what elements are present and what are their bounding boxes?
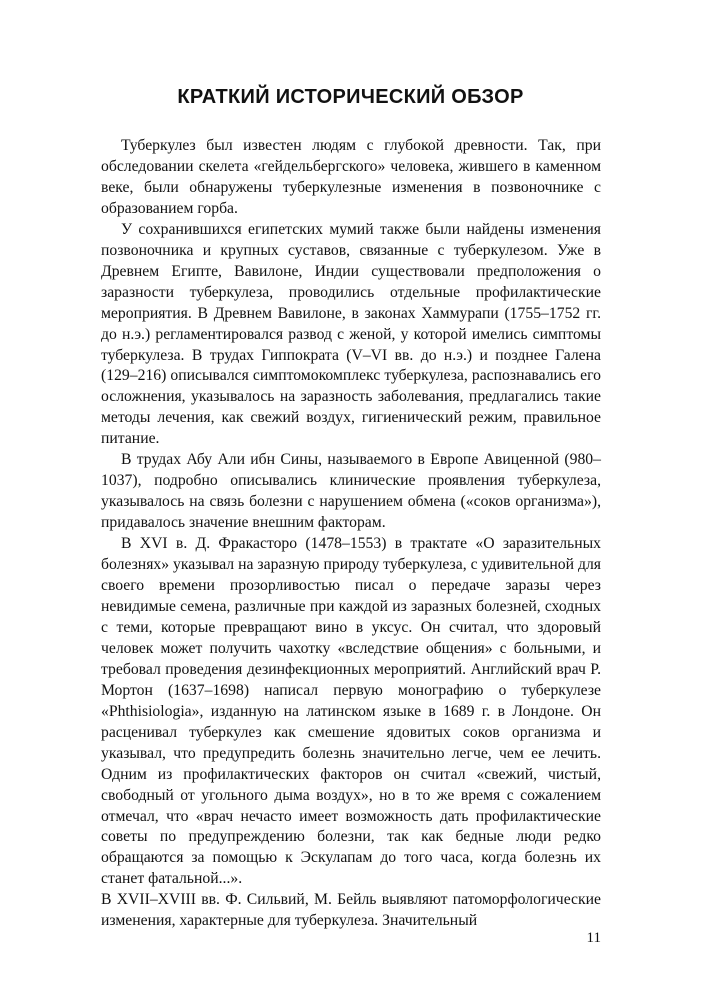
- paragraph: В XVI в. Д. Фракасторо (1478–1553) в трактате «О заразительных болезнях» указывал на заразную природу туберкулеза, с удивительной для своего времени прозорливостью писал о передаче заразы через невидимые семена, различные при каждой из заразных болезней, сходных с теми, которые превращают вино в уксус. Он считал, что здоровый человек может получить чахотку «вследствие общения» с больными, и требовал проведения дезинфекционных мероприятий. Английский врач Р. Мортон (1637–1698) написал первую монографию о туберкулезе «Phthisiologia», изданную на латинском языке в 1689 г. в Лондоне. Он расценивал туберкулез как смешение ядовитых соков организма и указывал, что предупредить болезнь значительно легче, чем ее лечить. Одним из профилактических факторов он считал «свежий, чистый, свободный от угольного дыма воздух», но в то же время с сожалением отмечал, что «врач нечасто имеет возможность дать профилактические советы по предупреждению болезни, так как бедные люди редко обращаются за помощью к Эскулапам до того часа, когда болезнь их станет фатальной...».: [101, 535, 601, 888]
- page-title: КРАТКИЙ ИСТОРИЧЕСКИЙ ОБЗОР: [177, 86, 524, 108]
- paragraph: У сохранившихся египетских мумий также были найдены изменения позвоночника и крупных суставов, связанные с туберкулезом. Уже в Древнем Египте, Вавилоне, Индии существовали предположения о заразности туберкулеза, проводились отдельные профилактические мероприятия. В Древнем Вавилоне, в законах Хаммурапи (1755–1752 гг. до н.э.) регламентировался развод с женой, у которой имелись симптомы туберкулеза. В трудах Гиппократа (V–VI вв. до н.э.) и позднее Галена (129–216) описывался симптомокомплекс туберкулеза, распознавались его осложнения, указывалось на заразность заболевания, предлагались такие методы лечения, как свежий воздух, гигиенический режим, правильное питание.: [101, 220, 601, 448]
- paragraph: Туберкулез был известен людям с глубокой древности. Так, при обследовании скелета «гейдельбергского» человека, жившего в каменном веке, были обнаружены туберкулезные изменения в позвоночнике с образованием горба.: [101, 137, 601, 217]
- page-number: 11: [586, 930, 601, 946]
- paragraph: В трудах Абу Али ибн Сины, называемого в Европе Авиценной (980–1037), подробно описывались клинические проявления туберкулеза, указывалось на связь болезни с нарушением обмена («соков организма»), придавалось значение внешним факторам.: [101, 451, 601, 532]
- body-text: [101, 136, 601, 932]
- paragraph: В XVII–XVIII вв. Ф. Сильвий, М. Бейль выявляют патоморфологические изменения, характерные для туберкулеза. Значительный: [101, 891, 601, 930]
